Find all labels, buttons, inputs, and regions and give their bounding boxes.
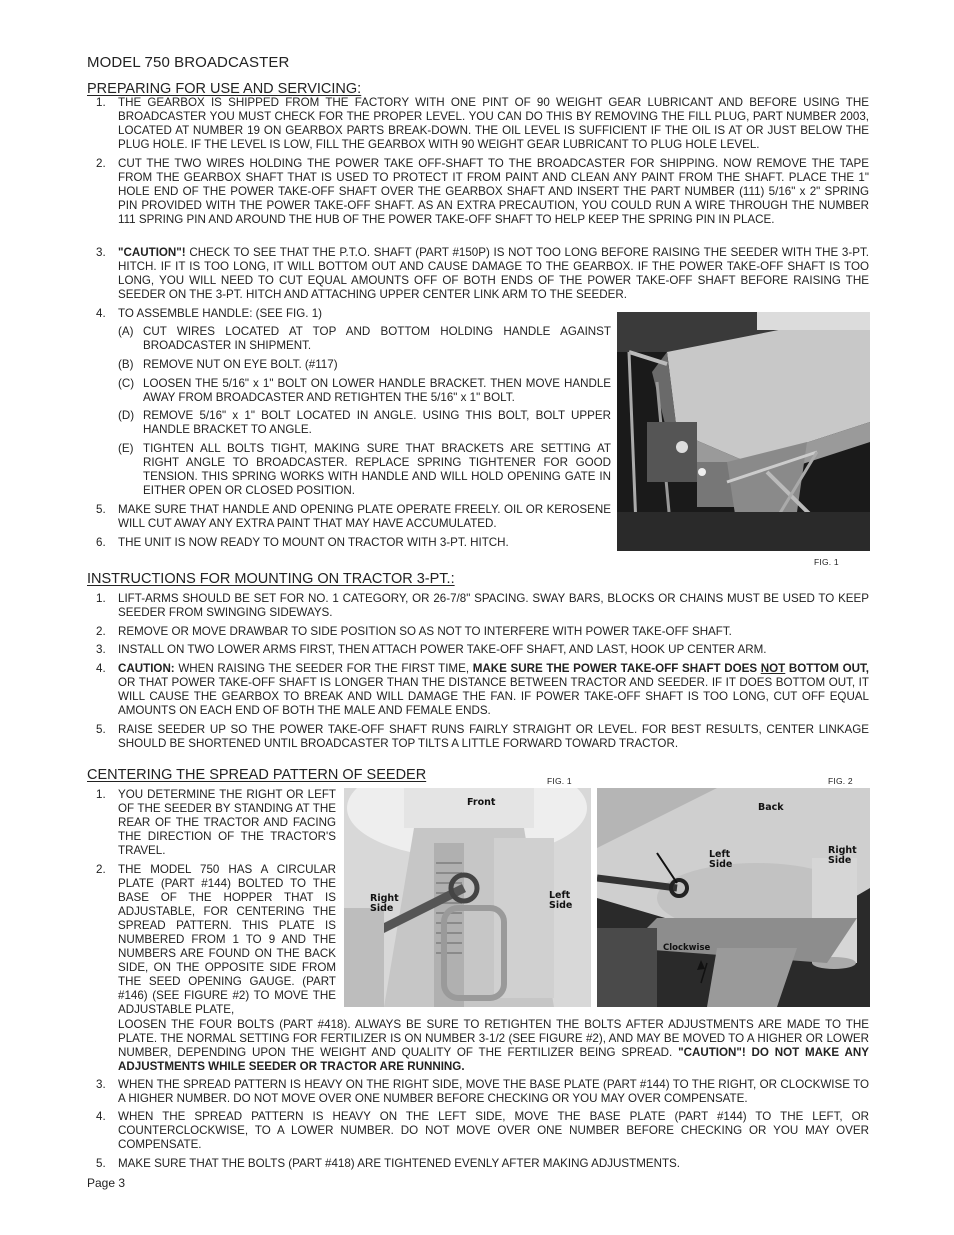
- center-item-2-caution: "CAUTION"! DO NOT MAKE ANY ADJUSTMENTS WHILE SEEDER OR TRACTOR ARE RUNNING.: [118, 1046, 869, 1073]
- center-item-3-text: WHEN THE SPREAD PATTERN IS HEAVY ON THE RIGHT SIDE, MOVE THE BASE PLATE (PART #144) TO THE RIGHT, OR CLOCKWISE TO A HIGHER NUMBER. DO NOT MOVE OVER ONE NUMBER BEFORE CHECKING OR YOU MAY OVER COMPENSATE.: [118, 1078, 869, 1105]
- fig2-caption: FIG. 2: [828, 776, 853, 786]
- subitem-a-text: CUT WIRES LOCATED AT TOP AND BOTTOM HOLDING HANDLE AGAINST BROADCASTER IN SHIPMENT.: [143, 325, 611, 352]
- subitem-d-letter: (D): [118, 409, 135, 422]
- caution-lead: "CAUTION"!: [118, 246, 186, 259]
- center-item-3-number: 3.: [96, 1078, 106, 1091]
- subitem-e-letter: (E): [118, 442, 134, 455]
- prep-item-6-number: 6.: [96, 536, 106, 549]
- center-item-2-number: 2.: [96, 863, 106, 876]
- label-left-side-fig1: Left Side: [549, 890, 573, 911]
- label-right-side-fig1: Right Side: [370, 893, 399, 914]
- subitem-b-letter: (B): [118, 358, 134, 371]
- subitem-c-letter: (C): [118, 377, 135, 390]
- page-number: Page 3: [87, 1176, 126, 1190]
- mount-item-4-number: 4.: [96, 662, 106, 675]
- mount-item-3-text: INSTALL ON TWO LOWER ARMS FIRST, THEN ATTACH POWER TAKE-OFF SHAFT, AND LAST, HOOK UP CENTER ARM.: [118, 643, 767, 656]
- prep-item-3-text: [118, 246, 869, 302]
- prep-item-4-number: 4.: [96, 307, 106, 320]
- prep-item-5-number: 5.: [96, 503, 106, 516]
- subitem-e-text: TIGHTEN ALL BOLTS TIGHT, MAKING SURE THAT BRACKETS ARE SETTING AT RIGHT ANGLE TO BROADCASTER. REPLACE SPRING TIGHTENER FOR GOOD TENSION. THIS SPRING WORKS WITH HANDLE AND WILL HOLD OPENING GATE IN EITHER OPEN OR CLOSED POSITION.: [143, 442, 611, 497]
- subitem-a-letter: (A): [118, 325, 134, 338]
- mount-item-4-text: [118, 662, 869, 718]
- center-item-1-number: 1.: [96, 788, 106, 801]
- mount-item-1-text: LIFT-ARMS SHOULD BE SET FOR NO. 1 CATEGORY, OR 26-7/8" SPACING. SWAY BARS, BLOCKS OR CHAINS MUST BE USED TO KEEP SEEDER FROM SWINGING SIDEWAYS.: [118, 592, 869, 619]
- prep-item-3-number: 3.: [96, 246, 106, 259]
- label-back: Back: [758, 802, 784, 813]
- center-item-1-text: YOU DETERMINE THE RIGHT OR LEFT OF THE SEEDER BY STANDING AT THE REAR OF THE TRACTOR AND FACING THE DIRECTION OF THE TRACTOR'S TRAVEL.: [118, 788, 336, 857]
- mount-item-1-number: 1.: [96, 592, 106, 605]
- section-heading-centering: CENTERING THE SPREAD PATTERN OF SEEDER: [87, 767, 427, 783]
- document-title: MODEL 750 BROADCASTER: [87, 54, 290, 71]
- fig1-top-caption: FIG. 1: [814, 557, 839, 567]
- mount-item-5-number: 5.: [96, 723, 106, 736]
- handle-assembly-photo: [617, 312, 870, 551]
- center-item-4-number: 4.: [96, 1110, 106, 1123]
- center-item-5-text: MAKE SURE THAT THE BOLTS (PART #418) ARE TIGHTENED EVENLY AFTER MAKING ADJUSTMENTS.: [118, 1157, 680, 1170]
- base-plate-back-photo: [597, 788, 870, 1007]
- mount-caution-part-a: WHEN RAISING THE SEEDER FOR THE FIRST TIME,: [174, 662, 473, 675]
- subitem-c-text: LOOSEN THE 5/16" x 1" BOLT ON LOWER HANDLE BRACKET. THEN MOVE HANDLE AWAY FROM BROADCASTER AND RETIGHTEN THE 5/16" x 1" BOLT.: [143, 377, 611, 404]
- label-clockwise: Clockwise: [663, 943, 711, 953]
- subitem-b-text: REMOVE NUT ON EYE BOLT. (#117): [143, 358, 338, 371]
- mount-caution-part-b: OR THAT POWER TAKE-OFF SHAFT IS LONGER THAN THE DISTANCE BETWEEN TRACTOR AND SEEDER. IF IT DOES BOTTOM OUT, IT WILL CAUSE THE GEARBOX TO BREAK AND WILL DAMAGE THE FAN. IF POWER TAKE-OFF SHAFT IS TOO LONG, CUT OFF EQUAL AMOUNTS ON EACH END OF BOTH THE MALE AND FEMALE ENDS.: [118, 676, 869, 717]
- subitem-d-text: REMOVE 5/16" x 1" BOLT LOCATED IN ANGLE. USING THIS BOLT, BOLT UPPER HANDLE BRACKET TO ANGLE.: [143, 409, 611, 436]
- section-heading-mounting: INSTRUCTIONS FOR MOUNTING ON TRACTOR 3-PT.:: [87, 571, 455, 587]
- prep-item-6-text: THE UNIT IS NOW READY TO MOUNT ON TRACTOR WITH 3-PT. HITCH.: [118, 536, 509, 549]
- mount-item-2-number: 2.: [96, 625, 106, 638]
- mount-caution-bold-mid: MAKE SURE THE POWER TAKE-OFF SHAFT DOES: [472, 662, 761, 675]
- mount-caution-not: NOT: [760, 662, 786, 675]
- mount-item-5-text: RAISE SEEDER UP SO THE POWER TAKE-OFF SHAFT RUNS FAIRLY STRAIGHT OR LEVEL. FOR BEST RESULTS, CENTER LINKAGE SHOULD BE SHORTENED UNTIL BROADCASTER TOP TILTS A LITTLE FORWARD TOWARD TRACTOR.: [118, 723, 869, 750]
- center-item-5-number: 5.: [96, 1157, 106, 1170]
- prep-item-1-number: 1.: [96, 96, 106, 109]
- label-right-side-fig2: Right Side: [828, 845, 857, 866]
- center-item-4-text: WHEN THE SPREAD PATTERN IS HEAVY ON THE LEFT SIDE, MOVE THE BASE PLATE (PART #144) TO THE LEFT, OR COUNTERCLOCKWISE, TO A LOWER NUMBER. DO NOT MOVE OVER ONE NUMBER BEFORE CHECKING OR YOU MAY OVER COMPENSATE.: [118, 1110, 869, 1151]
- mount-caution-bold-tail: BOTTOM OUT,: [785, 662, 869, 675]
- section-heading-preparing: PREPARING FOR USE AND SERVICING:: [87, 81, 362, 97]
- prep-item-4-text: TO ASSEMBLE HANDLE: (SEE FIG. 1): [118, 307, 323, 320]
- mount-item-2-text: REMOVE OR MOVE DRAWBAR TO SIDE POSITION SO AS NOT TO INTERFERE WITH POWER TAKE-OFF SHAFT.: [118, 625, 732, 638]
- center-item-2-cont-text: LOOSEN THE FOUR BOLTS (PART #418). ALWAYS BE SURE TO RETIGHTEN THE BOLTS AFTER ADJUSTMENTS ARE MADE TO THE PLATE. THE NORMAL SETTING FOR FERTILIZER IS ON NUMBER 3-1/2 (SEE FIGURE #2), AND MAY BE MOVED TO A HIGHER OR LOWER NUMBER, DEPENDING UPON THE WEIGHT AND QUALITY OF THE FERTILIZER BEING SPREAD.: [118, 1018, 869, 1059]
- mount-caution-lead: CAUTION:: [118, 662, 175, 675]
- center-item-2-continuation: [118, 1018, 869, 1074]
- caution-body: CHECK TO SEE THAT THE P.T.O. SHAFT (PART #150P) IS NOT TOO LONG BEFORE RAISING THE SEEDER WITH THE 3-PT. HITCH. IF IT IS TOO LONG, IT WILL BOTTOM OUT AND CAUSE DAMAGE TO THE GEARBOX. IF THE POWER TAKE-OFF SHAFT IS TOO LONG, YOU WILL NEED TO CUT EQUAL AMOUNTS OFF OF BOTH ENDS OF THE POWER TAKE-OFF SHAFT BEFORE RAISING THE SEEDER ON THE 3-PT. HITCH AND ATTACHING UPPER CENTER LINK ARM TO THE SEEDER.: [118, 246, 869, 301]
- center-item-2-text: THE MODEL 750 HAS A CIRCULAR PLATE (PART #144) BOLTED TO THE BASE OF THE HOPPER THAT IS ADJUSTABLE, FOR CENTERING THE SPREAD PATTERN. THIS PLATE IS NUMBERED FROM 1 TO 9 AND THE NUMBERS ARE FOUND ON THE BACK SIDE, ON THE OPPOSITE SIDE FROM THE SEED OPENING GAUGE. (PART #146) (SEE FIGURE #2) TO MOVE THE ADJUSTABLE PLATE,: [118, 863, 336, 1016]
- fig1-bottom-caption: FIG. 1: [547, 776, 572, 786]
- mount-item-3-number: 3.: [96, 643, 106, 656]
- label-front: Front: [467, 797, 496, 808]
- prep-item-5-text: MAKE SURE THAT HANDLE AND OPENING PLATE OPERATE FREELY. OIL OR KEROSENE WILL CUT AWAY ANY EXTRA PAINT THAT MAY HAVE ACCUMULATED.: [118, 503, 611, 530]
- prep-item-1-text: THE GEARBOX IS SHIPPED FROM THE FACTORY WITH ONE PINT OF 90 WEIGHT GEAR LUBRICANT AND BEFORE USING THE BROADCASTER YOU MUST CHECK FOR THE PROPER LEVEL. YOU CAN DO THIS BY REMOVING THE FILL PLUG, PART NUMBER 2003, LOCATED AT NUMBER 19 ON GEARBOX PARTS BREAK-DOWN. THE OIL LEVEL IS SUFFICIENT IF THE OIL IS AT OR JUST BELOW THE PLUG HOLE. IF THE LEVEL IS LOW, FILL THE GEARBOX WITH 90 WEIGHT GEAR LUBRICANT TO PLUG HOLE LEVEL.: [118, 96, 869, 151]
- prep-item-2-number: 2.: [96, 157, 106, 170]
- base-plate-front-photo: [344, 788, 591, 1007]
- prep-item-2-text: CUT THE TWO WIRES HOLDING THE POWER TAKE OFF-SHAFT TO THE BROADCASTER FOR SHIPPING. NOW REMOVE THE TAPE FROM THE GEARBOX SHAFT THAT IS USED TO PROTECT IT FROM PAINT AND CLEAN ANY PAINT FROM THE SHAFT. PLACE THE 1" HOLE END OF THE POWER TAKE-OFF SHAFT OVER THE GEARBOX SHAFT AND INSERT THE PART NUMBER (111) 5/16" x 2" SPRING PIN PROVIDED WITH THE POWER TAKE-OFF SHAFT. AS AN EXTRA PRECAUTION, YOU COULD RUN A WIRE THROUGH THE NUMBER 111 SPRING PIN AND AROUND THE HUB OF THE POWER TAKE-OFF SHAFT TO HELP KEEP THE SPRING PIN IN PLACE.: [118, 157, 869, 226]
- label-left-side-fig2: Left Side: [709, 849, 733, 870]
